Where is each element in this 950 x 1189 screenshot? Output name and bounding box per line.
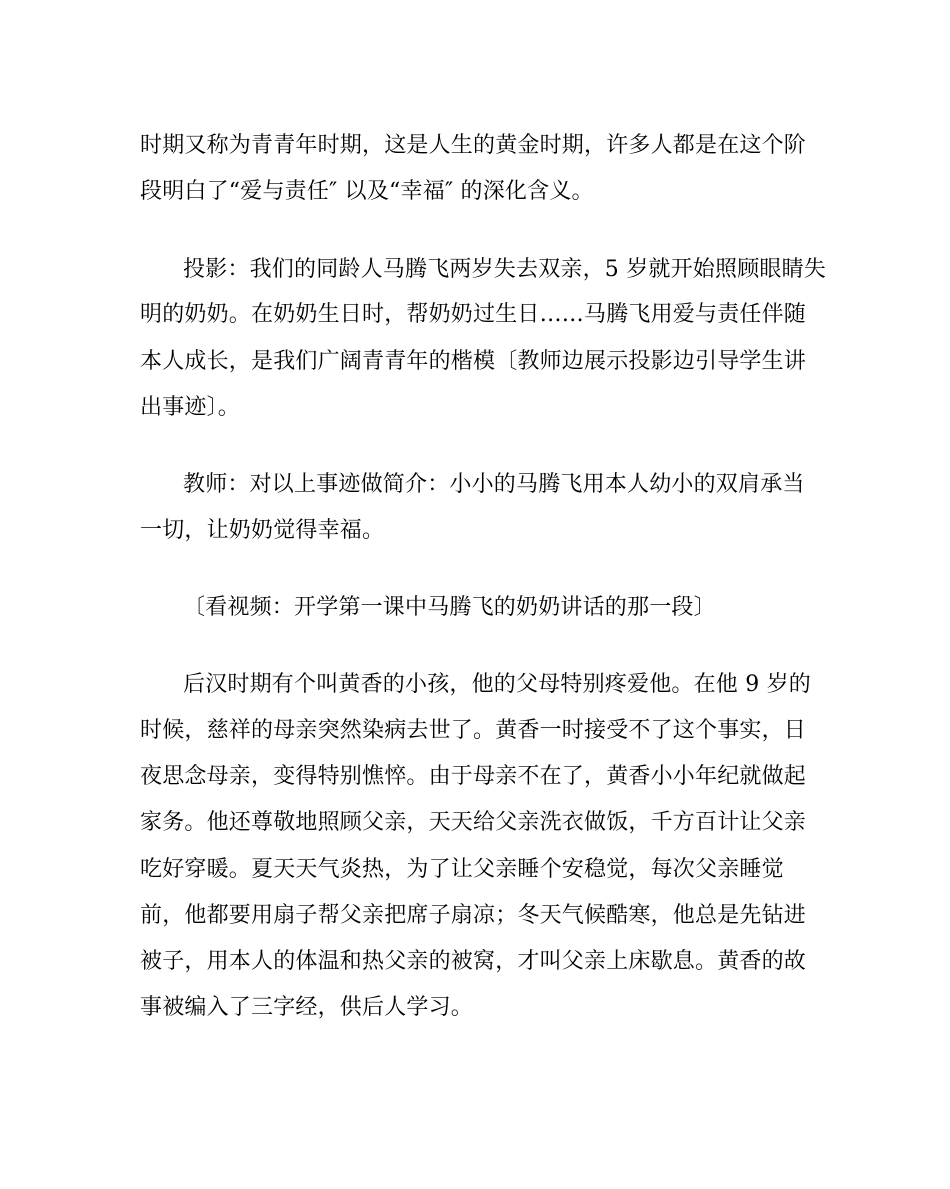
paragraph-line: 家务。他还尊敬地照顾父亲，天天给父亲洗衣做饭，千方百计让父亲 — [140, 810, 807, 835]
paragraph-line: 时期又称为青青年时期，这是人生的黄金时期，许多人都是在这个阶 — [140, 133, 807, 158]
paragraph-line: 投影：我们的同龄人马腾飞两岁失去双亲，5 岁就开始照顾眼睛失 — [183, 257, 826, 282]
paragraph-line: 夜思念母亲，变得特别憔悴。由于母亲不在了，黄香小小年纪就做起 — [140, 764, 807, 789]
paragraph-line: 吃好穿暖。夏天天气炎热，为了让父亲睡个安稳觉，每次父亲睡觉 — [140, 857, 784, 882]
paragraph-line: 本人成长，是我们广阔青青年的楷模〔教师边展示投影边引导学生讲 — [140, 349, 807, 374]
paragraph-line: 一切，让奶奶觉得幸福。 — [140, 518, 385, 543]
paragraph-line: 段明白了“爱与责任″ 以及“幸福″ 的深化含义。 — [140, 179, 594, 204]
paragraph-line: 〔看视频：开学第一课中马腾飞的奶奶讲话的那一段〕 — [183, 595, 716, 620]
paragraph-line: 被子，用本人的体温和热父亲的被窝，才叫父亲上床歇息。黄香的故 — [140, 949, 807, 974]
paragraph-line: 出事迹〕。 — [140, 395, 241, 420]
paragraph-line: 后汉时期有个叫黄香的小孩，他的父母特别疼爱他。在他 9 岁的 — [183, 672, 811, 697]
paragraph-line: 明的奶奶。在奶奶生日时，帮奶奶过生日……马腾飞用爱与责任伴随 — [140, 302, 807, 327]
paragraph-line: 前，他都要用扇子帮父亲把席子扇凉；冬天气候酷寒，他总是先钻进 — [140, 903, 807, 928]
paragraph-line: 教师：对以上事迹做简介：小小的马腾飞用本人幼小的双肩承当 — [183, 472, 805, 497]
paragraph-line: 时候，慈祥的母亲突然染病去世了。黄香一时接受不了这个事实，日 — [140, 718, 807, 743]
paragraph-line: 事被编入了三字经，供后人学习。 — [140, 995, 474, 1020]
